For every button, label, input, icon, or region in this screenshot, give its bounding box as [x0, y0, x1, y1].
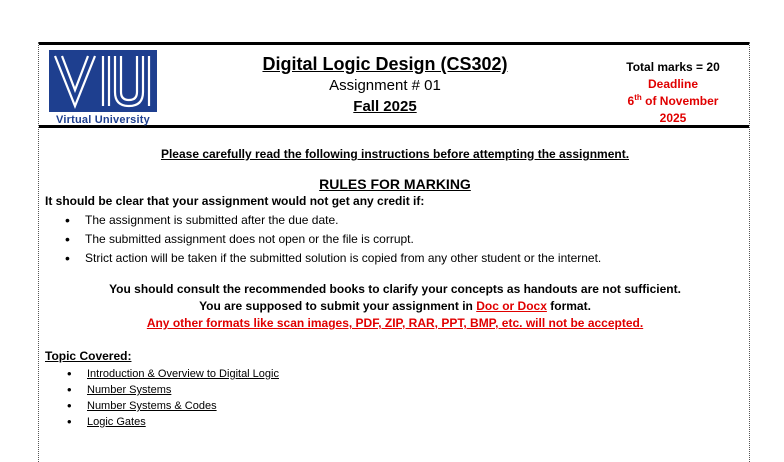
rule-item: • Strict action will be taken if the submitted solution is copied from any other student or the internet.: [85, 249, 745, 268]
document-body: [45, 146, 745, 430]
topics-list: [45, 366, 745, 430]
topic-item[interactable]: • Introduction & Overview to Digital Logic: [87, 366, 745, 382]
deadline-month: of November: [641, 94, 719, 108]
topic-item[interactable]: • Number Systems: [87, 382, 745, 398]
logo-caption: Virtual University: [56, 114, 150, 126]
university-logo: [49, 50, 157, 126]
assignment-number: Assignment # 01: [329, 77, 441, 94]
title-block: [235, 53, 535, 117]
total-marks: Total marks = 20: [626, 60, 720, 74]
deadline-day-suffix: th: [634, 93, 642, 102]
submit-prefix: You are supposed to submit your assignment in: [199, 299, 477, 313]
topic-item[interactable]: • Logic Gates: [87, 414, 745, 430]
vu-logo-icon: [49, 50, 157, 112]
deadline-year: 2025: [659, 111, 687, 125]
consult-note: You should consult the recommended books to clarify your concepts as handouts are not sufficient.: [109, 282, 681, 296]
rules-intro: It should be clear that your assignment would not get any credit if:: [45, 194, 425, 208]
topics-title: Topic Covered:: [45, 349, 132, 363]
topic-item[interactable]: • Number Systems & Codes: [87, 398, 745, 414]
deadline-label: Deadline: [647, 77, 698, 91]
deadline-day: 6: [627, 94, 635, 108]
rule-item: • The submitted assignment does not open or the file is corrupt.: [85, 230, 745, 249]
instructions-notice: Please carefully read the following instructions before attempting the assignment.: [160, 147, 630, 161]
rules-title: RULES FOR MARKING: [319, 176, 471, 192]
rules-list: [45, 211, 745, 268]
document-page: [38, 42, 750, 462]
course-title: Digital Logic Design (CS302): [262, 54, 508, 74]
reject-note: Any other formats like scan images, PDF, ZIP, RAR, PPT, BMP, etc. will not be accepted.: [146, 316, 644, 330]
deadline-date: [611, 93, 735, 110]
submit-format: Doc or Docx: [476, 299, 547, 313]
marks-block: [611, 59, 735, 127]
submit-suffix: format.: [546, 299, 591, 313]
rule-item: • The assignment is submitted after the due date.: [85, 211, 745, 230]
document-header: [39, 42, 749, 128]
semester-label: Fall 2025: [353, 98, 417, 115]
submit-format-note: [45, 298, 745, 315]
